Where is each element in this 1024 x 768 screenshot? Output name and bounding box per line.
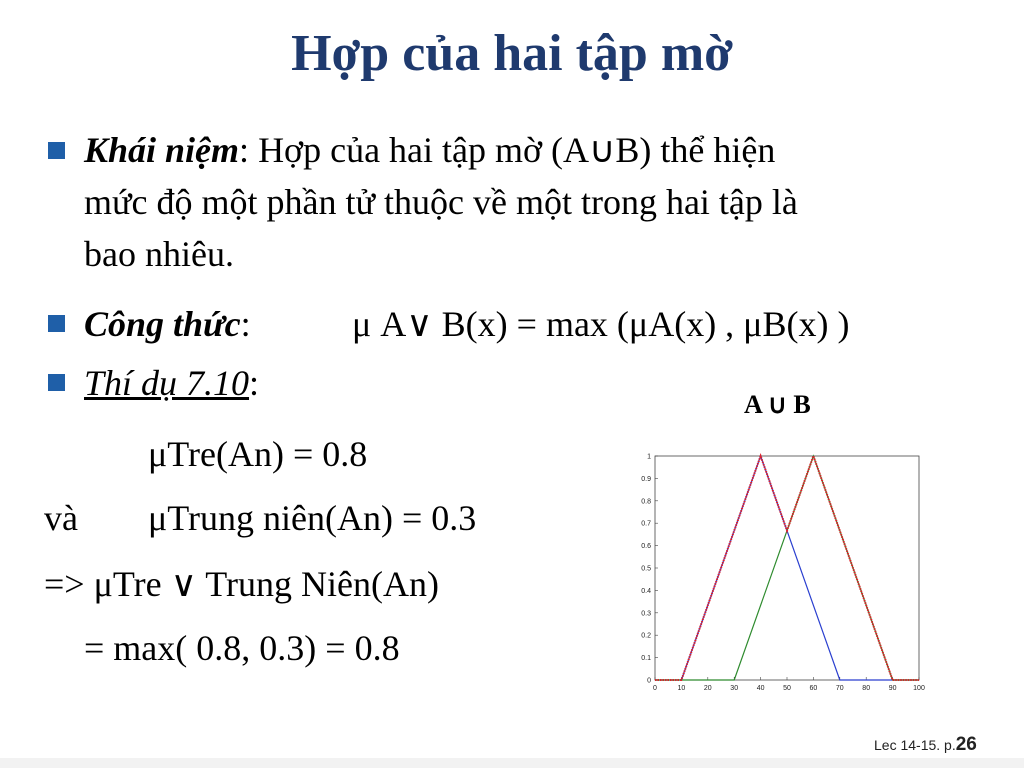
x-tick-label: 90 bbox=[888, 685, 897, 692]
y-tick-label: 1 bbox=[647, 453, 651, 461]
x-tick-label: 70 bbox=[835, 685, 844, 692]
chart-title: A ∪ B bbox=[744, 390, 811, 419]
y-tick-label: 0.6 bbox=[641, 543, 651, 551]
x-tick-label: 80 bbox=[862, 685, 871, 692]
bullet-marker bbox=[48, 374, 65, 391]
plot-frame bbox=[655, 456, 919, 680]
page-number: 26 bbox=[955, 734, 977, 755]
x-tick-label: 20 bbox=[703, 685, 712, 692]
concept-sep: : bbox=[239, 130, 250, 170]
bullet-example-label bbox=[84, 361, 259, 405]
y-tick-label: 0.8 bbox=[641, 498, 651, 506]
y-tick-label: 0 bbox=[647, 677, 651, 685]
x-tick-label: 10 bbox=[677, 685, 686, 692]
y-tick-label: 0.3 bbox=[641, 610, 651, 618]
example-line-union: => μTre ∨ Trung Niên(An) bbox=[44, 564, 439, 604]
union-membership-chart bbox=[625, 448, 925, 693]
x-tick-label: 100 bbox=[913, 685, 925, 692]
bullet-concept-line-2: mức độ một phần tử thuộc về một trong hai tập là bbox=[84, 182, 798, 222]
bullet-marker bbox=[48, 315, 65, 332]
example-line-va: và bbox=[44, 498, 78, 538]
footer-band bbox=[0, 758, 1024, 768]
y-tick-label: 0.2 bbox=[641, 632, 651, 640]
formula-term: Công thức bbox=[84, 304, 241, 344]
x-tick-label: 40 bbox=[756, 685, 765, 692]
y-tick-label: 0.4 bbox=[641, 587, 651, 595]
example-sep: : bbox=[249, 363, 260, 403]
y-tick-label: 0.7 bbox=[641, 520, 651, 528]
concept-term: Khái niệm bbox=[84, 130, 240, 170]
footer-prefix: Lec 14-15. p. bbox=[874, 737, 956, 753]
bullet-concept-line-1 bbox=[84, 128, 775, 172]
bullet-formula-label bbox=[84, 302, 251, 346]
x-tick-label: 0 bbox=[653, 685, 657, 692]
formula-text: μ A∨ B(x) = max (μA(x) , μB(x) ) bbox=[352, 304, 850, 344]
slide-title: Hợp của hai tập mờ bbox=[291, 25, 733, 82]
y-tick-label: 0.5 bbox=[641, 565, 651, 573]
example-line-trung-nien: μTrung niên(An) = 0.3 bbox=[148, 498, 477, 538]
formula-sep: : bbox=[240, 304, 251, 344]
y-tick-label: 0.9 bbox=[641, 475, 651, 483]
slide-footer bbox=[874, 734, 977, 756]
concept-text-1: Hợp của hai tập mờ (A∪B) thể hiện bbox=[249, 130, 776, 170]
example-line-result: = max( 0.8, 0.3) = 0.8 bbox=[84, 628, 400, 668]
x-tick-label: 30 bbox=[730, 685, 739, 692]
x-tick-label: 50 bbox=[783, 685, 791, 692]
example-term: Thí dụ 7.10 bbox=[84, 363, 250, 403]
bullet-concept-line-3: bao nhiêu. bbox=[84, 234, 234, 274]
bullet-marker bbox=[48, 142, 65, 159]
y-tick-label: 0.1 bbox=[641, 655, 651, 663]
x-tick-label: 60 bbox=[809, 685, 818, 692]
example-line-tre: μTre(An) = 0.8 bbox=[148, 434, 368, 474]
